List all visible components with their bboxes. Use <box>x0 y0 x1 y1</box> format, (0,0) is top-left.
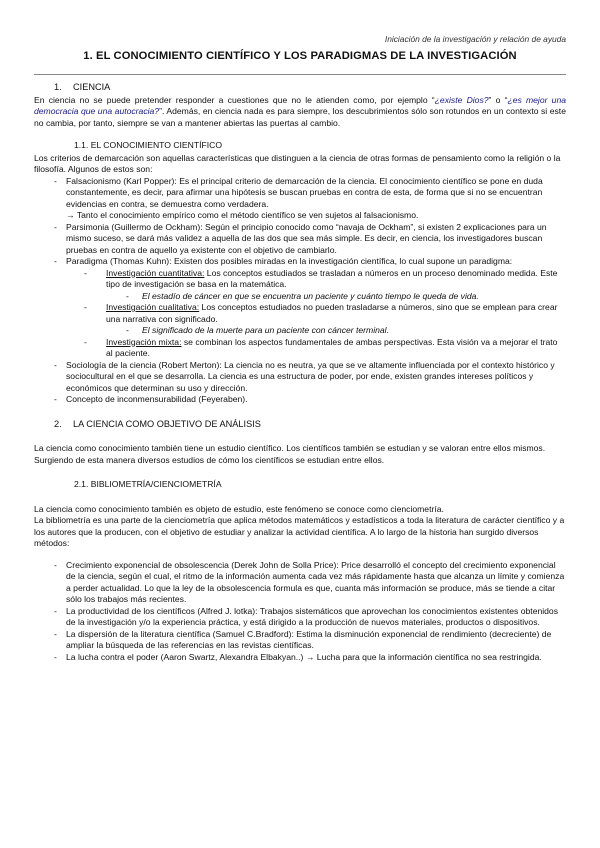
section-heading-ciencia: 1. CIENCIA <box>54 82 111 92</box>
question-link-2: ¿es mejor una democracia que una autocracia? <box>34 94 567 116</box>
document-title: 1. EL CONOCIMIENTO CIENTÍFICO Y LOS PARADIGMAS DE LA INVESTIGACIÓN <box>83 49 517 62</box>
header-divider <box>34 74 566 75</box>
example-item: - El estadío de cáncer en que se encuentra un paciente y cuánto tiempo le queda de vida. <box>106 291 566 303</box>
list-item: - Investigación cuantitativa: Los conceptos estudiados se trasladan a números en un proceso denominado medida. Este tipo de investigación se basa en la matemática. - El estadío de cáncer en que se encuentra un paciente y cuánto tiempo le queda de vida. <box>66 268 566 303</box>
paradigma-sublist <box>66 268 566 360</box>
running-header: Iniciación de la investigación y relación de ayuda <box>384 34 566 44</box>
list-item: - Investigación cualitativa: Los conceptos estudiados no pueden trasladarse a números, sino que se emplean para crear una narrativa con significado. - El significado de la muerte para un paciente con cáncer terminal. <box>66 302 566 337</box>
ciencia-paragraph: En ciencia no se puede pretender responder a cuestiones que no le atienden como, por ejemplo “¿existe Dios?” o “¿es mejor una democracia que una autocracia?”. Además, en ciencia nada es para siempre, los descubrimientos sólo son rotundos en un contexto si este no cambia, por tanto, siempre se van a mantener abiertas las puertas al cambio. <box>34 94 567 128</box>
bibliometria-p1: La ciencia como conocimiento también es objeto de estudio, este fenómeno se conoce como cienciometría. <box>34 503 444 514</box>
list-item: - Paradigma (Thomas Kuhn): Existen dos posibles miradas en la investigación científica, lo cual supone un paradigma: - Investigación cuantitativa: Los conceptos estudiados se trasladan a números en un proceso denominado medida. Este tipo de investigación se basa en la matemática. - El estadío de cáncer en que se encuentra un paciente y cuánto tiempo le queda de vida. - Investigación cualitativa: Los conceptos estudiados no pueden trasladarse a números, sino que se emplean para crear una narrativa con significado. - El significado de la muerte para un paciente con cáncer terminal. - Investigación mixta: se combinan los aspectos fundamentales de ambas perspectivas. Esta visión va a mejorar el trato al paciente. <box>34 256 566 360</box>
list-item: - La lucha contra el poder (Aaron Swartz, Alexandra Elbakyan..) → Lucha para que la información científica no sea restringida. <box>34 652 566 664</box>
subsection-heading-bibliometria: 2.1. BIBLIOMETRÍA/CIENCIOMETRÍA <box>74 479 222 489</box>
list-item: - Concepto de inconmensurabilidad (Feyeraben). <box>34 394 566 406</box>
list-item: - Falsacionismo (Karl Popper): Es el principal criterio de demarcación de la ciencia. El conocimiento científico se pone en duda constantemente, es decir, para afirmar una hipótesis se buscan pruebas en contra de esta, de forma que si no se encuentran evidencias en contra, se demuestra como verdadera. → Tanto el conocimiento empírico como el método científico se ven sujetos al falsacionismo. <box>34 176 566 222</box>
subsection-heading-conocimiento: 1.1. EL CONOCIMIENTO CIENTÍFICO <box>74 140 223 150</box>
section-heading-analisis: 2. LA CIENCIA COMO OBJETIVO DE ANÁLISIS <box>54 418 261 429</box>
document-page <box>34 34 566 663</box>
list-item: - Crecimiento exponencial de obsolescencia (Derek John de Solla Price): Price desarrolló el concepto del crecimiento exponencial de la ciencia, según el cual, el ritmo de la información aumenta cada vez más rápidamente hasta que alcanza un límite y comienza a perder actualidad. Lo que la ley de la obsolescencia formula es que, cuanta más información se produce, más se tiende a citar sólo los trabajos más recientes. <box>34 560 566 606</box>
bibliometria-p2: La bibliometría es una parte de la cienciometría que aplica métodos matemáticos y estadísticos a toda la literatura de carácter científico y a los autores que la producen, con el objetivo de estudiar y analizar la actividad científica. A lo largo de la historia han surgido diversos métodos: <box>34 515 565 548</box>
criterios-intro: Los criterios de demarcación son aquellas características que distinguen a la ciencia de otras formas de pensamiento como la religión o la filosofía. Algunos de estos son: <box>34 152 561 174</box>
list-item: - Parsimonia (Guillermo de Ockham): Según el principio conocido como “navaja de Ockham”, si existen 2 explicaciones para un mismo suceso, se dará más validez a aquella de las dos que sea más simple. Es decir, en ciencia, los investigadores buscan pruebas en contra de aquello ya existente con el objetivo de cambiarlo. <box>34 222 566 257</box>
criterios-list <box>34 176 566 406</box>
list-item: - La productividad de los científicos (Alfred J. lotka): Trabajos sistemáticos que aprovechan los conocimientos existentes obtenidos de la investigación y/o la experiencia práctica, y está dirigido a la producción de nuevos materiales, productos o dispositivos. <box>34 606 566 629</box>
metodos-list <box>34 560 566 664</box>
example-item: - El significado de la muerte para un paciente con cáncer terminal. <box>106 325 566 337</box>
list-item: - La dispersión de la literatura científica (Samuel C.Bradford): Estima la disminución exponencial de rendimiento (decreciente) de ampliar la búsqueda de las referencias en las revistas científicas. <box>34 629 566 652</box>
question-link-1: ¿existe Dios? <box>434 94 489 105</box>
list-item: - Investigación mixta: se combinan los aspectos fundamentales de ambas perspectivas. Esta visión va a mejorar el trato al paciente. <box>66 337 566 360</box>
list-item: - Sociología de la ciencia (Robert Merton): La ciencia no es neutra, ya que se ve altamente influenciada por el contexto histórico y sociocultural en el que se desarrolla. La ciencia es una estructura de poder, por ende, existen grandes intereses políticos y económicos que determinan su uso y dirección. <box>34 360 566 395</box>
analisis-paragraph: La ciencia como conocimiento también tiene un estudio científico. Los científicos también se estudian y se valoran entre ellos mismos. Surgiendo de esta manera diversos estudios de cómo los científicos se estudian entre ellos. <box>34 443 546 465</box>
